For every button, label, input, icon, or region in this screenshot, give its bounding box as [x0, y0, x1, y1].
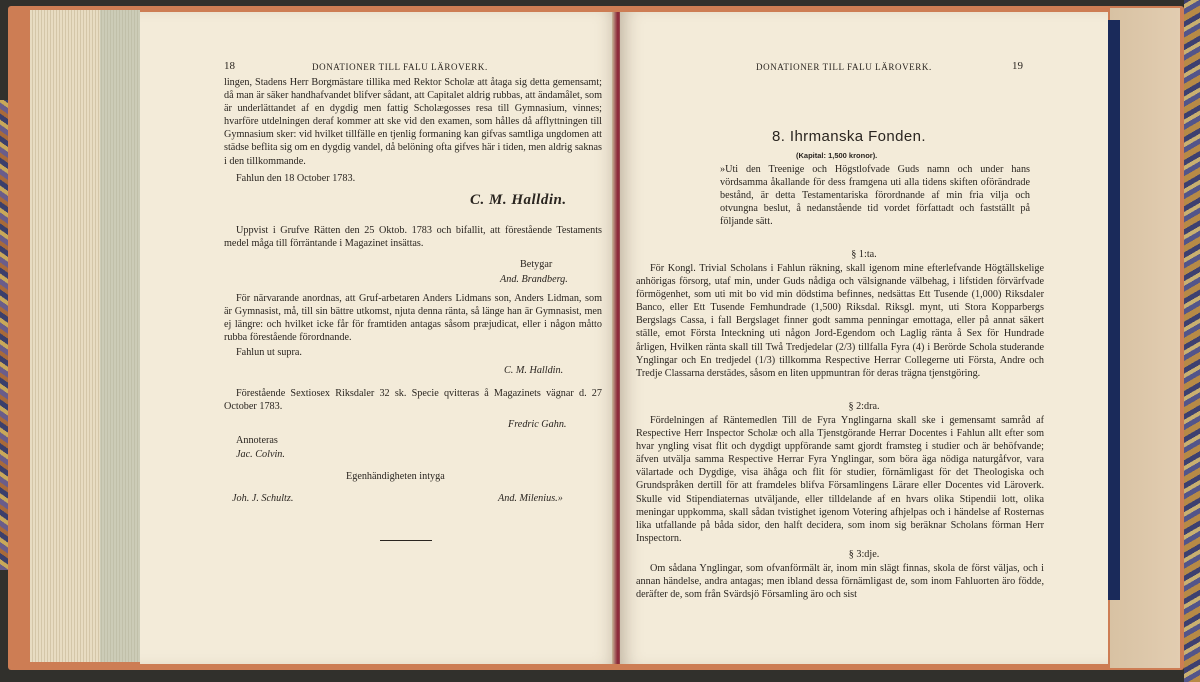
signature-gahn: Fredric Gahn. — [508, 419, 567, 430]
signature-halldin-large: C. M. Halldin. — [470, 192, 567, 208]
book-cover-right-edge — [1110, 8, 1180, 668]
paragraph-lidman — [224, 292, 602, 344]
section-title: 8. Ihrmanska Fonden. — [772, 128, 926, 145]
paragraph-text: lingen, Stadens Herr Borgmästare tillika med Rektor Scholæ att åtaga sig detta gemensamt; då man är säker handhafvandet blifver sådant, att Capitalet aldrig rubbas, att ändamålet, som är underlättandet af en dygdig men fattig Scholægosses resa till Gymnasium, vinnes; hvarföre utdelningen deraf kommer att ske vid den examen, som hålles då afflyttningen till Gymnasium sker: vid hvilket tillfälle en tjenlig formaning kan gifvas samtliga ungdomen att städse beflita sig om en dygdig vandel, då belöning ofta gifves här i tiden, men aldrig saknas i den tillkommande. — [224, 77, 602, 167]
paragraph-continuation — [224, 76, 602, 168]
running-head: DONATIONER TILL FALU LÄROVERK. — [312, 62, 488, 72]
paragraph-qvitteras — [224, 387, 602, 413]
running-head: DONATIONER TILL FALU LÄROVERK. — [756, 62, 932, 72]
signature-colvin: Jac. Colvin. — [236, 449, 285, 460]
paragraph-text: För närvarande anordnas, att Gruf-arbetaren Anders Lidmans son, Anders Lidman, som är Gymnasist, må, till sin bättre utkomst, njuta denna ränta, så länge han är Gymnasist, men ej längre: och hvilket icke får för framtiden antagas såsom præjudicat, eller i någon måtto rubba förestående förordnande. — [224, 293, 602, 344]
section-1-heading: § 1:ta. — [851, 249, 877, 260]
testament-intro — [720, 163, 1030, 228]
paragraph-text: »Uti den Treenige och Högstlofvade Guds namn och under hans vördsamma åkallande för dess framgena uti alla tidens skiften oförändrade bestånd, är detta Testamentariska förordnande af min fria vilja och otvungna beslut, å nedanstående tid vordet författadt och fastställt på följande sätt. — [720, 164, 1030, 228]
paragraph-text: För Kongl. Trivial Scholans i Fahlun räkning, skall igenom mine efterlefvande Högtällskelige anhörigas försorg, utaf min, under Guds nådiga och välsignande välbehag, i lifstiden förvärfvade förmögenhet, som uti mit bo vid min dödstima befinnes, nedsättas Ett Tusende (1,000) Riksdaler Banco, eller Ett Tusende Femhundrade (1,500) Riksdal. Riksgl. mynt, uti Stora Kopparbergs Bergslags Cassa, i fall Bergslaget finner godt samma penningar emottaga, eller på annat säkert ställe, emot Första Inteckning uti någon Jord-Egendom och Laglig ränta å Sex för Hundrade årligen, Hvilken ränta skall till Twå Tredjedelar (2/3) tillfalla Fyra (4) i Berörde Schola studerande Ynglingar och En tredjedel (1/3) tillkomma Respective Herrar Collegerne uti Första, Andre och Tredje Classarna derstädes, såsom en liten uppmuntran för deras trägna tjenstgöring. — [636, 263, 1044, 379]
egenhandigheten-line: Egenhändigheten intyga — [346, 471, 445, 482]
signature-brandberg: And. Brandberg. — [500, 274, 568, 285]
section-3-heading: § 3:dje. — [848, 549, 880, 560]
paragraph-text: Om sådana Ynglingar, som ofvanförmält är, inom min slägt finnas, skola de först väljas, och i annan händelse, andra antagas; men ibland dessa förnämligast de, som inom Fahluorten äro födde, deräfter de, som från Svärdsjö Församling äro och sist — [636, 563, 1044, 601]
betygar-line: Betygar — [520, 259, 553, 270]
marbled-endpaper-right — [1184, 0, 1200, 682]
paragraph-text: Förestående Sextiosex Riksdaler 32 sk. Specie qvitteras å Magazinets vägnar d. 27 October 1783. — [224, 388, 602, 413]
signature-schultz: Joh. J. Schultz. — [232, 493, 294, 504]
section-subtitle: (Kapital: 1,500 kronor). — [796, 151, 878, 160]
fahlun-supra: Fahlun ut supra. — [236, 347, 302, 358]
closing-rule — [380, 540, 432, 541]
page-stack-left — [30, 10, 140, 662]
section-2-heading: § 2:dra. — [848, 401, 880, 412]
annoteras-line: Annoteras — [236, 435, 278, 446]
left-page — [140, 12, 618, 664]
page-stack-tint — [100, 10, 140, 662]
page-number: 18 — [224, 60, 235, 72]
right-page — [620, 12, 1108, 664]
page-number: 19 — [1012, 60, 1023, 72]
section-1-text — [636, 262, 1044, 380]
signature-milenius: And. Milenius.» — [498, 493, 563, 504]
signature-halldin-small: C. M. Halldin. — [504, 365, 564, 376]
ribbon-marker — [1108, 20, 1120, 600]
section-3-text — [636, 562, 1044, 601]
paragraph-grufve-ratten — [224, 224, 602, 250]
paragraph-text: Fördelningen af Räntemedlen Till de Fyra Ynglingarna skall ske i gemensamt samråd af Respective Herr Inspector Scholæ och alla Tjenstgörande Herrar Docentes i Fahlun allt efter som hvar yngling visat flit och dygdigt uppförande samt gjordt framsteg i studier och är behöfvande; äfven utvälja samma Respective Herrar Fyra Ynglingar, som böra äga nödiga naturgåfvor, vara välartade och Dygdige, visa ähåga och flit för studier, förnämligast för det Theologiska och Grundspråken dertill för att framdeles blifva Församlingens Lärare eller Docentes vid Läroverk. Skulle vid Stipendiaternas utväljande, eller tilldelande af en hvars olika Stipendii lott, olika meningar uppkomma, skall sådan tvistighet igenom Votering afhjelpas och i händelse af Rosternas lika utfallande på båda sidor, den halft decidera, som inom sig beräknar Scholans förman Herr Inspectorn. — [636, 415, 1044, 544]
section-2-text — [636, 414, 1044, 545]
date-line: Fahlun den 18 October 1783. — [236, 173, 356, 184]
paragraph-text: Uppvist i Grufve Rätten den 25 Oktob. 1783 och bifallit, att förestående Testaments medel måga till förräntande i Magazinet insättas. — [224, 225, 602, 250]
